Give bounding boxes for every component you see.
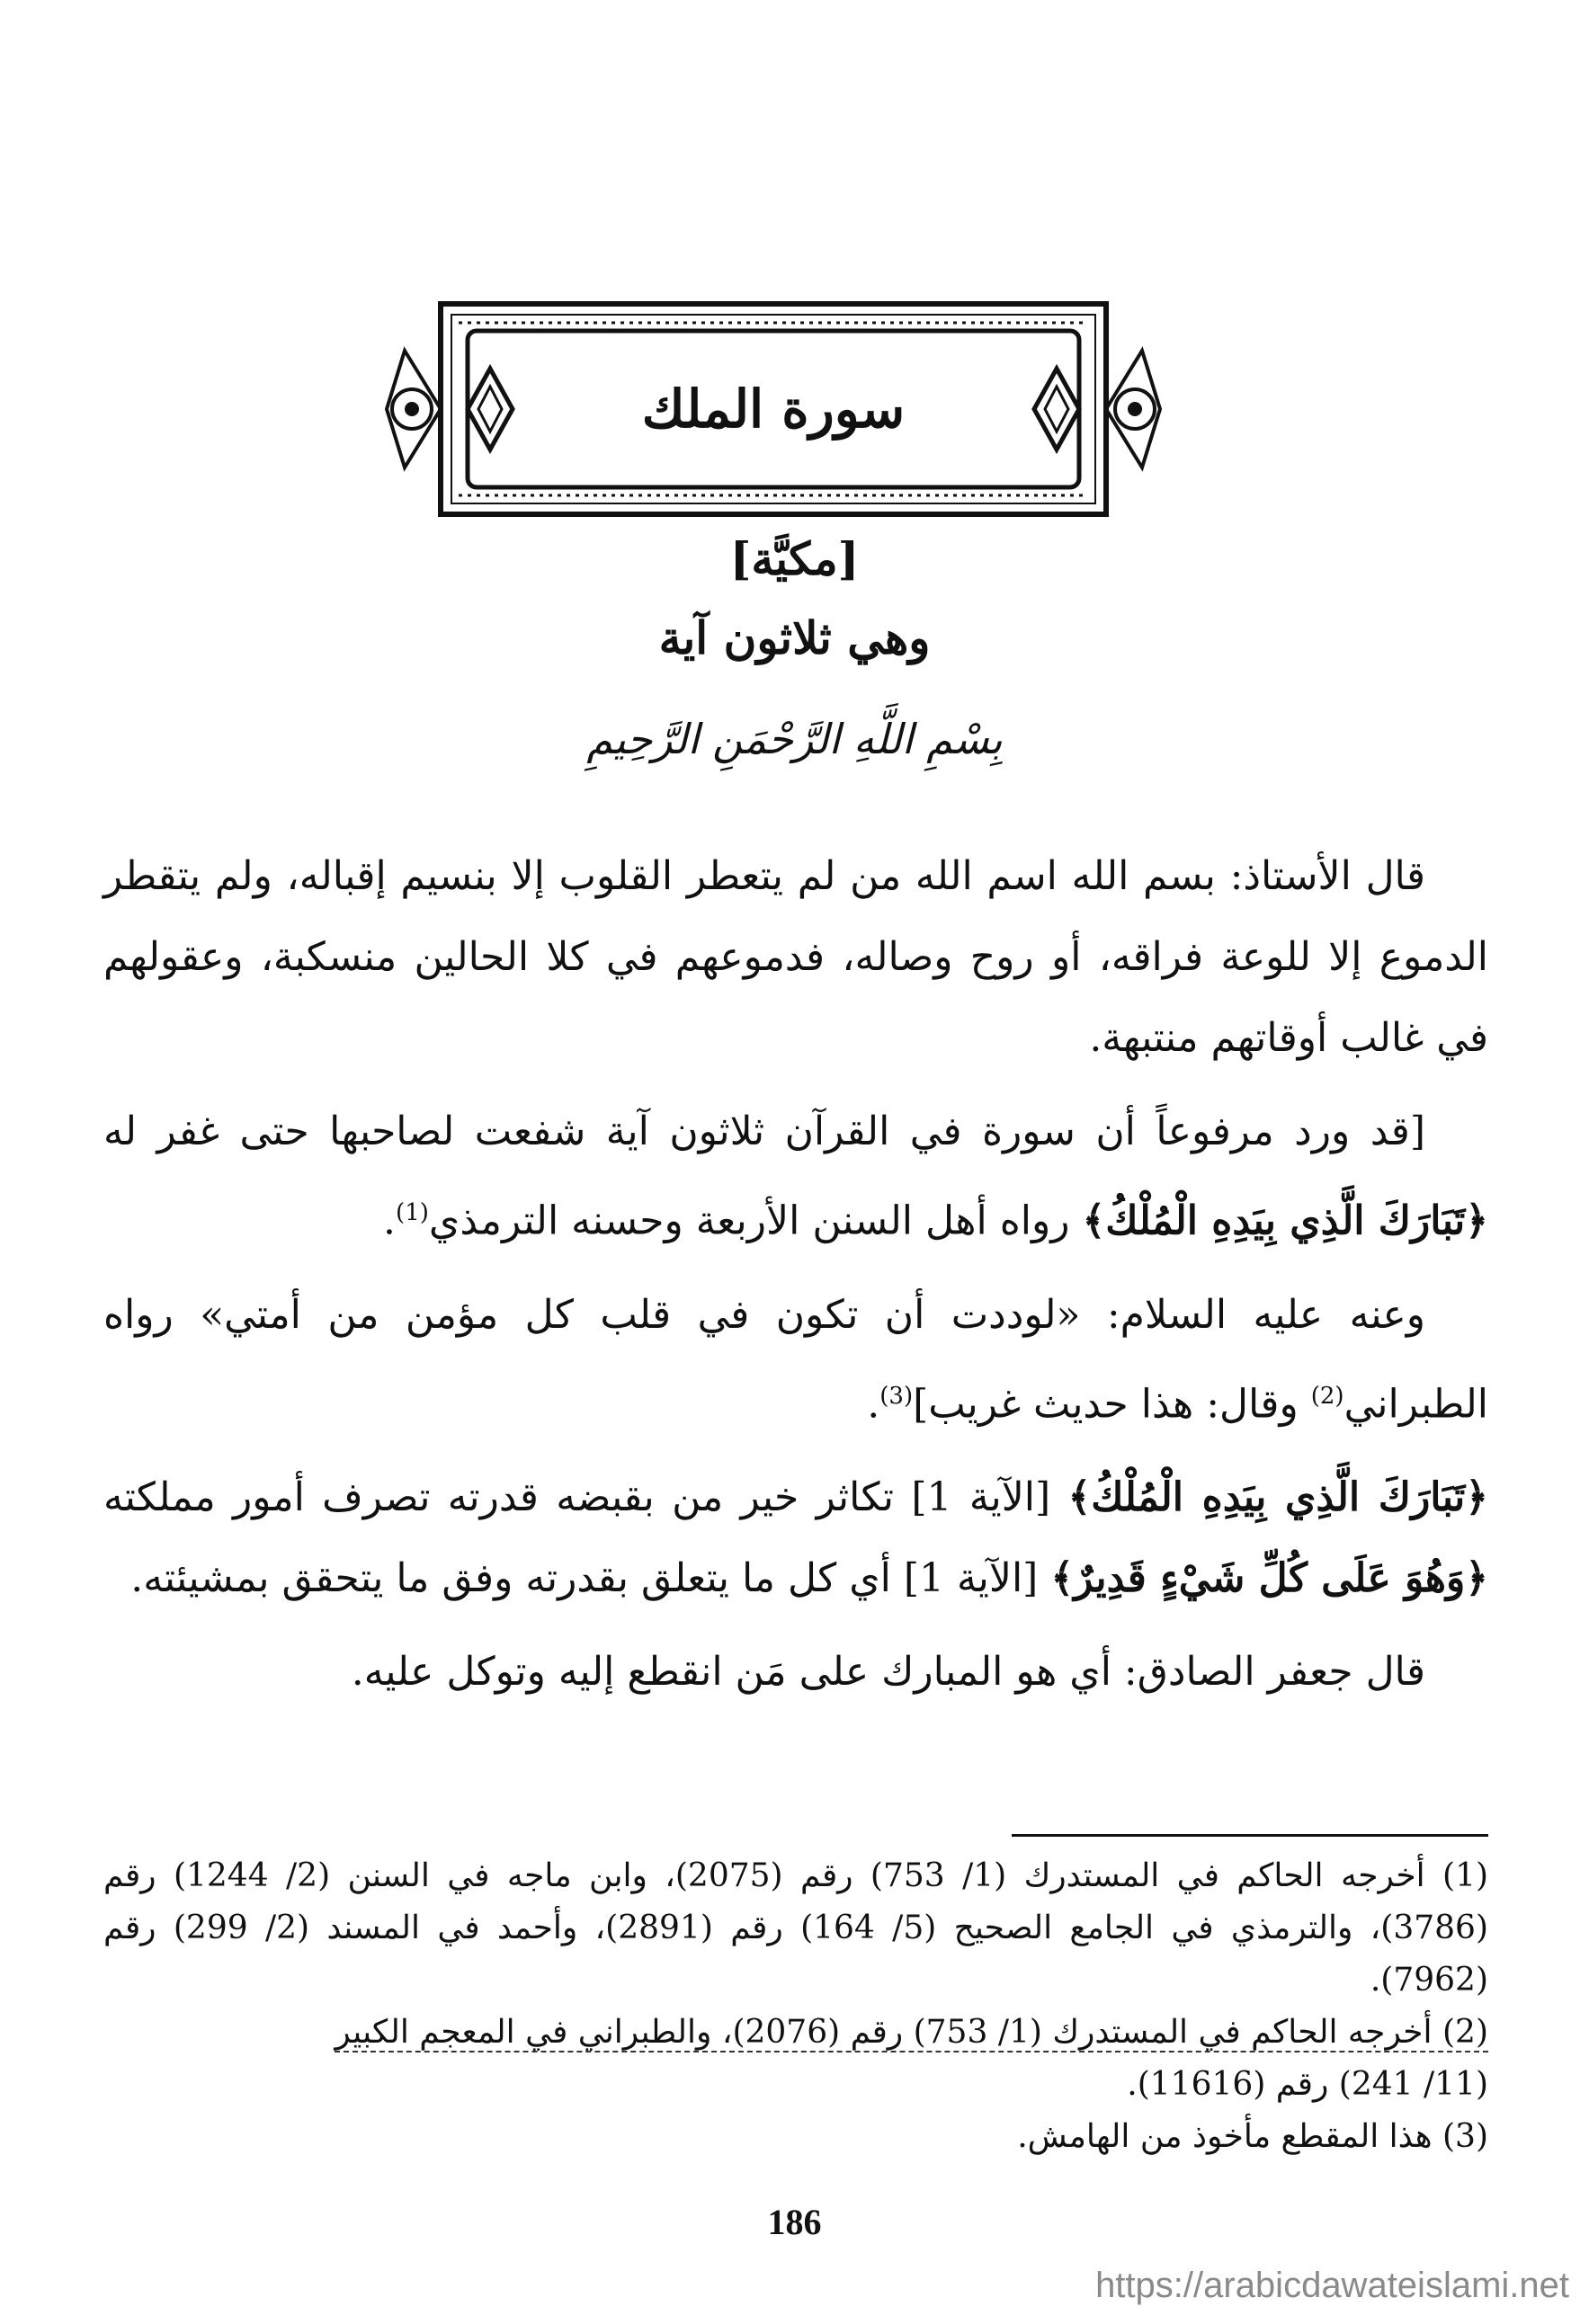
paragraph-4 bbox=[103, 1457, 1488, 1619]
basmala: بِسْمِ اللَّهِ الرَّحْمَنِ الرَّحِيمِ bbox=[586, 715, 1003, 763]
paragraph-2-text: [قد ورد مرفوعاً أن سورة في القرآن ثلاثون آية شفعت لصاحبها حتى غفر له bbox=[103, 1109, 1425, 1154]
quran-verse: ﴿تَبَارَكَ الَّذِي بِيَدِهِ الْمُلْكُ﴾ bbox=[1082, 1198, 1488, 1244]
footnote-2-line-2: (11/ 241) رقم (11616). bbox=[1127, 2066, 1488, 2103]
quran-verse: ﴿تَبَارَكَ الَّذِي بِيَدِهِ الْمُلْكُ﴾ bbox=[1067, 1474, 1489, 1521]
paragraph-1: قال الأستاذ: بسم الله اسم الله من لم يتعطر القلوب إلا بنسيم إقباله، ولم يتقطر الدموع إلا للوعة فراقه، أو روح وصاله، فدموعهم في كلا الحالين منسكبة، وعقولهم في غالب أوقاتهم منتبهة. bbox=[103, 853, 1488, 1061]
footnote-1: (1) أخرجه الحاكم في المستدرك (1/ 753) رقم (2075)، وابن ماجه في السنن (2/ 1244) رقم (3786)، والترمذي في الجامع الصحيح (5/ 164) رقم (2891)، وأحمد في المسند (2/ 299) رقم (7962). bbox=[103, 1857, 1489, 1999]
page-number: 186 bbox=[767, 2202, 822, 2242]
paragraph-2-text: رواه أهل السنن الأربعة وحسنه الترمذي bbox=[428, 1198, 1083, 1244]
watermark: https://arabicdawateislami.net bbox=[1095, 2266, 1569, 2305]
footnote-2-line-1: (2) أخرجه الحاكم في المستدرك (1/ 753) رقم (2076)، والطبراني في المعجم الكبير bbox=[335, 2014, 1488, 2051]
paragraph-4-text: [الآية 1] تكاثر خير من بقبضه قدرته تصرف أمور مملكته bbox=[103, 1474, 1068, 1521]
quran-verse: ﴿وَهُوَ عَلَى كُلِّ شَيْءٍ قَدِيرٌ﴾ bbox=[1050, 1555, 1488, 1602]
footnotes bbox=[103, 1850, 1488, 2163]
paragraph-3-text: وقال: هذا حديث غريب] bbox=[913, 1381, 1311, 1428]
surah-title: سورة الملك bbox=[641, 378, 906, 440]
paragraph-2 bbox=[103, 1091, 1488, 1262]
punctuation: . bbox=[383, 1198, 397, 1244]
footnote-ref-1[interactable]: (1) bbox=[396, 1199, 429, 1226]
footnote-ref-2[interactable]: (2) bbox=[1310, 1382, 1344, 1410]
footnote-divider bbox=[1012, 1834, 1488, 1837]
title-frame bbox=[378, 297, 1169, 521]
verse-count: وهي ثلاثون آية bbox=[658, 611, 931, 664]
paragraph-5: قال جعفر الصادق: أي هو المبارك على مَن انقطع إليه وتوكل عليه. bbox=[351, 1649, 1425, 1696]
footnote-3: (3) هذا المقطع مأخوذ من الهامش. bbox=[1017, 2118, 1488, 2155]
revelation-type: [مكيَّة] bbox=[729, 532, 860, 585]
footnote-2 bbox=[103, 2007, 1488, 2059]
paragraph-3 bbox=[103, 1275, 1488, 1446]
footnote-ref-3[interactable]: (3) bbox=[879, 1382, 914, 1410]
punctuation: . bbox=[867, 1381, 880, 1428]
commentary-body bbox=[103, 836, 1488, 1725]
paragraph-4-text: [الآية 1] أي كل ما يتعلق بقدرته وفق ما يتحقق بمشيئته. bbox=[130, 1555, 1051, 1602]
paragraph-3-text: وعنه عليه السلام: «لوددت أن تكون في قلب كل مؤمن من أمتي» رواه الطبراني bbox=[103, 1291, 1488, 1428]
